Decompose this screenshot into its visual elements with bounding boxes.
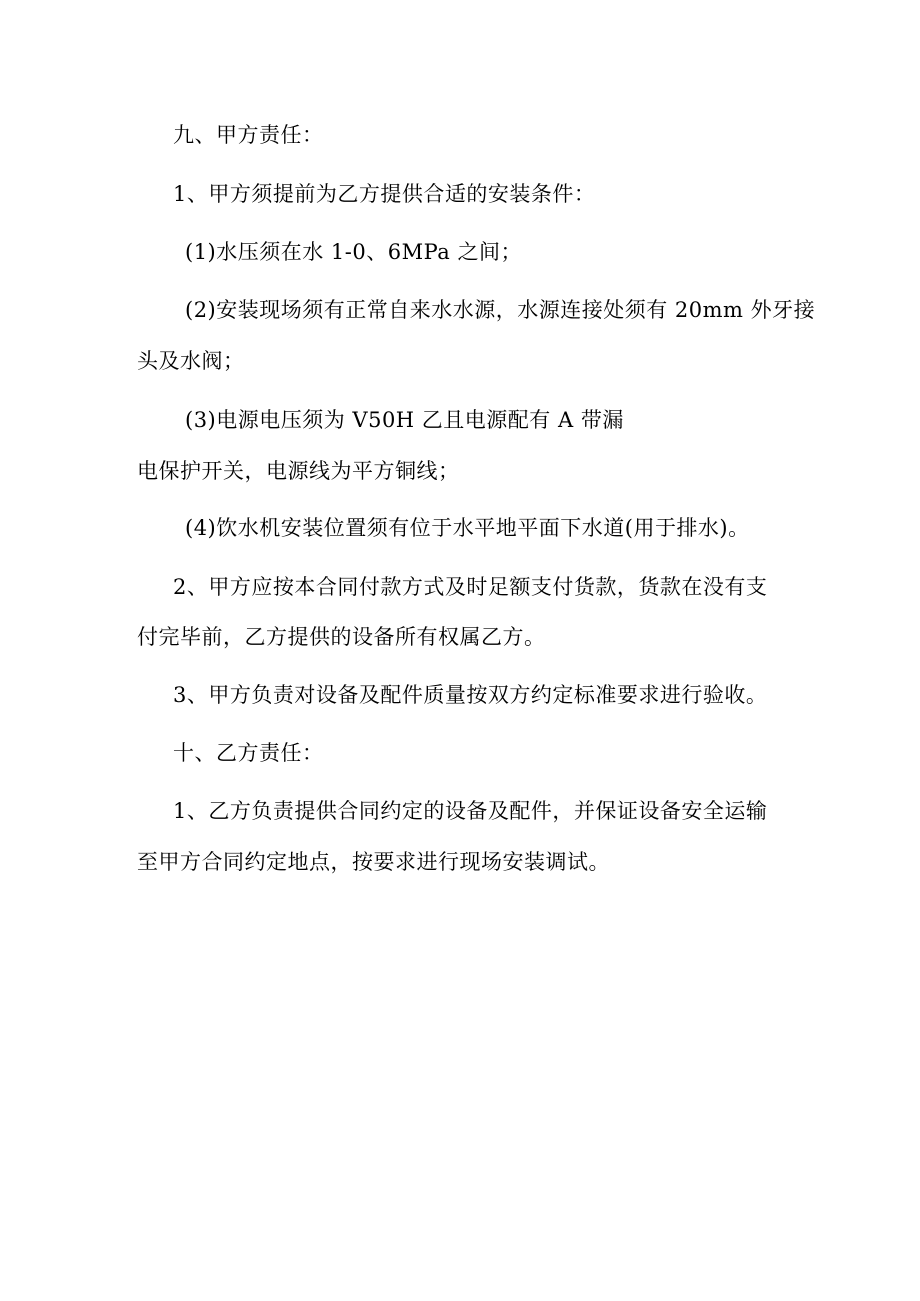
item-9-2-line1: 2、甲方应按本合同付款方式及时足额支付货款，货款在没有支 — [173, 575, 768, 599]
item-9-1-1: (1)水压须在水 1-0、6MPa 之间； — [185, 240, 522, 264]
item-9-1-2-line1: (2)安装现场须有正常自来水水源，水源连接处须有 20mm 外牙接 — [185, 298, 816, 322]
item-9-1-4: (4)饮水机安装位置须有位于水平地平面下水道(用于排水)。 — [185, 516, 750, 540]
item-10-1-line2: 至甲方合同约定地点，按要求进行现场安装调试。 — [137, 850, 610, 874]
item-9-1: 1、甲方须提前为乙方提供合适的安装条件： — [173, 182, 596, 206]
item-9-1-3-line2: 电保护开关，电源线为平方铜线； — [137, 459, 460, 483]
item-9-1-3-line1: (3)电源电压须为 V50H 乙且电源配有 A 带漏 — [185, 408, 624, 432]
item-10-1-line1: 1、乙方负责提供合同约定的设备及配件，并保证设备安全运输 — [173, 799, 768, 823]
item-9-2-line2: 付完毕前，乙方提供的设备所有权属乙方。 — [137, 625, 546, 649]
item-9-1-2-line2: 头及水阀； — [137, 349, 245, 373]
item-9-3: 3、甲方负责对设备及配件质量按双方约定标准要求进行验收。 — [173, 683, 768, 707]
section-9-heading: 九、甲方责任： — [173, 123, 324, 147]
section-10-heading: 十、乙方责任： — [173, 741, 324, 765]
